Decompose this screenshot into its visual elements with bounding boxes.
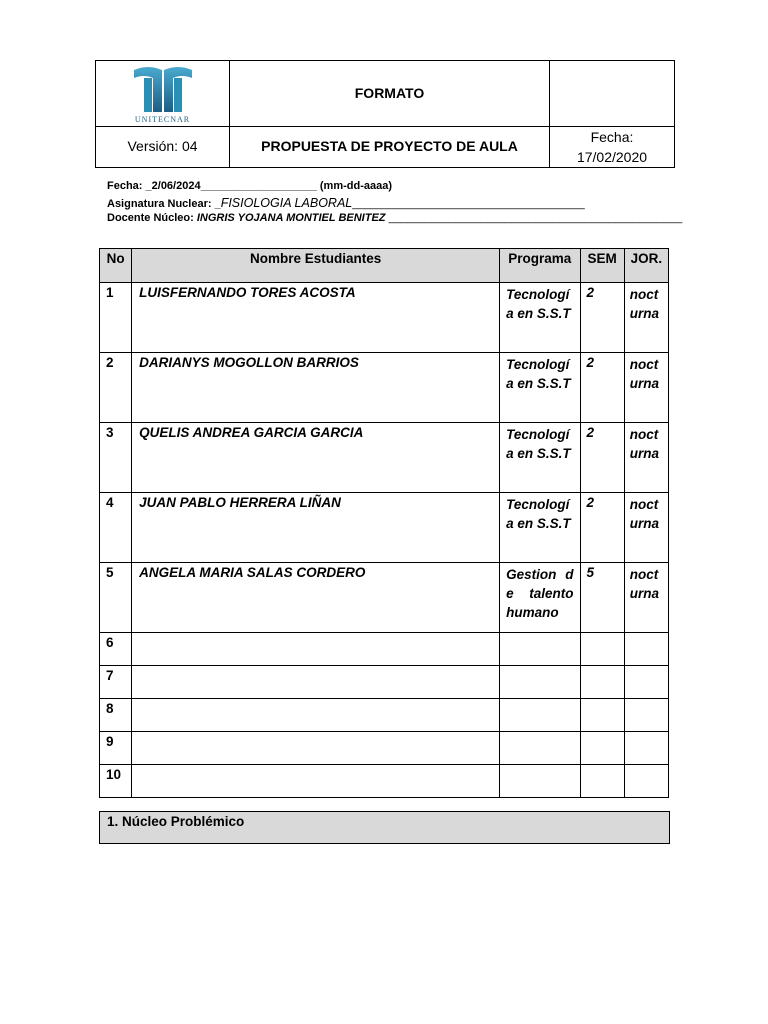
student-program: Tecnología en S.S.T: [500, 353, 580, 423]
table-row: [100, 699, 669, 732]
table-header-row: [100, 249, 669, 283]
student-schedule: [624, 732, 668, 765]
student-semester: [580, 633, 624, 666]
student-semester: 2: [580, 283, 624, 353]
student-program: Tecnología en S.S.T: [500, 423, 580, 493]
student-program: [500, 765, 580, 798]
student-program: [500, 666, 580, 699]
student-schedule: [624, 666, 668, 699]
table-row: [100, 633, 669, 666]
row-number: 1: [100, 283, 132, 353]
asignatura-value: FISIOLOGIA LABORAL: [220, 196, 353, 210]
student-name: [132, 699, 500, 732]
unitecnar-logo-icon: [132, 64, 194, 114]
docente-line: [107, 212, 682, 224]
fecha-line: [107, 180, 392, 192]
document-subtitle: PROPUESTA DE PROYECTO DE AULA: [261, 138, 518, 154]
date-value: 17/02/2020: [576, 149, 648, 165]
logo-text: UNITECNAR: [134, 114, 191, 124]
student-program: [500, 699, 580, 732]
student-semester: 2: [580, 353, 624, 423]
row-number: 10: [100, 765, 132, 798]
table-row: [100, 353, 669, 423]
logo: [96, 64, 229, 124]
student-semester: [580, 666, 624, 699]
table-row: [100, 732, 669, 765]
row-number: 9: [100, 732, 132, 765]
header-program: Programa: [500, 249, 580, 283]
student-schedule: nocturna: [624, 283, 668, 353]
docente-underline: ________________________________________________: [385, 212, 683, 224]
table-row: [100, 493, 669, 563]
student-schedule: [624, 633, 668, 666]
student-name: JUAN PABLO HERRERA LIÑAN: [132, 493, 500, 563]
row-number: 5: [100, 563, 132, 633]
docente-value: INGRIS YOJANA MONTIEL BENITEZ: [196, 212, 386, 224]
row-number: 4: [100, 493, 132, 563]
student-name: [132, 732, 500, 765]
row-number: 7: [100, 666, 132, 699]
subtitle-cell: [230, 127, 550, 168]
student-semester: [580, 765, 624, 798]
student-schedule: nocturna: [624, 563, 668, 633]
student-semester: 2: [580, 423, 624, 493]
table-row: [100, 765, 669, 798]
student-semester: [580, 699, 624, 732]
header-sem: SEM: [580, 249, 624, 283]
student-program: [500, 732, 580, 765]
logo-cell: [96, 61, 230, 127]
student-name: [132, 633, 500, 666]
header-jor: JOR.: [624, 249, 668, 283]
date-cell: [550, 127, 675, 168]
row-number: 8: [100, 699, 132, 732]
student-name: [132, 765, 500, 798]
section-nucleo-problemico: [99, 811, 670, 844]
empty-header-cell: [550, 61, 675, 127]
document-header: [95, 60, 675, 168]
student-program: Gestion de talento humano: [500, 563, 580, 633]
student-name: [132, 666, 500, 699]
fecha-label: Fecha:: [107, 180, 143, 192]
asignatura-line: [107, 196, 585, 210]
table-row: [100, 666, 669, 699]
version-label: Versión: 04: [127, 138, 198, 154]
student-name: LUISFERNANDO TORES ACOSTA: [132, 283, 500, 353]
table-row: [100, 423, 669, 493]
docente-label: Docente Núcleo:: [107, 212, 197, 224]
student-semester: 2: [580, 493, 624, 563]
student-semester: [580, 732, 624, 765]
student-schedule: [624, 699, 668, 732]
student-name: DARIANYS MOGOLLON BARRIOS: [132, 353, 500, 423]
student-schedule: nocturna: [624, 353, 668, 423]
row-number: 2: [100, 353, 132, 423]
asignatura-label: Asignatura Nuclear: _: [107, 198, 221, 210]
date-label: Fecha:: [590, 129, 634, 145]
students-table: [99, 248, 669, 798]
student-program: [500, 633, 580, 666]
section-title: 1. Núcleo Problémico: [107, 814, 245, 829]
table-row: [100, 563, 669, 633]
student-program: Tecnología en S.S.T: [500, 283, 580, 353]
student-schedule: nocturna: [624, 423, 668, 493]
version-cell: [96, 127, 230, 168]
student-schedule: nocturna: [624, 493, 668, 563]
row-number: 3: [100, 423, 132, 493]
header-no: No: [100, 249, 132, 283]
student-schedule: [624, 765, 668, 798]
title-cell: [230, 61, 550, 127]
document-title: FORMATO: [354, 84, 425, 101]
row-number: 6: [100, 633, 132, 666]
fecha-value: _2/06/2024___________________ (mm-dd-aaaa): [142, 180, 392, 192]
student-name: ANGELA MARIA SALAS CORDERO: [132, 563, 500, 633]
header-name: Nombre Estudiantes: [132, 249, 500, 283]
asignatura-underline: ______________________________________: [352, 198, 585, 210]
student-name: QUELIS ANDREA GARCIA GARCIA: [132, 423, 500, 493]
table-row: [100, 283, 669, 353]
student-program: Tecnología en S.S.T: [500, 493, 580, 563]
student-semester: 5: [580, 563, 624, 633]
